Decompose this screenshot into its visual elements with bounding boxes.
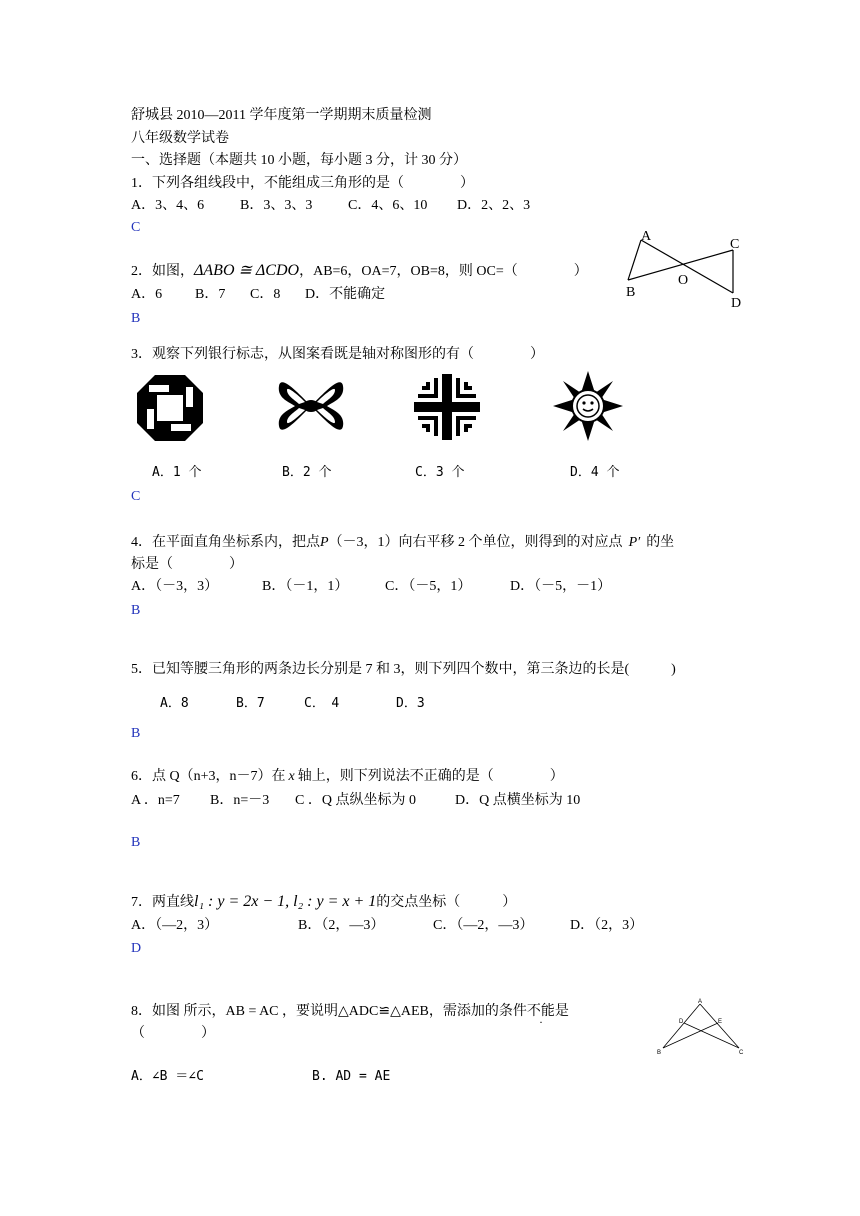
bank-logo-cross-icon	[414, 374, 480, 440]
q3-answer: C	[131, 489, 141, 504]
q4-stem-a: 4．在平面直角坐标系内，把点	[131, 535, 320, 550]
q2-option-a: A．6	[131, 287, 163, 302]
q7-answer: D	[131, 941, 142, 956]
q8-option-a: A．∠B ＝∠C	[131, 1069, 204, 1084]
q5-option-a: A．8	[160, 696, 189, 711]
bank-logo-star-icon	[553, 371, 623, 441]
q2-formula: ΔABO ≅ ΔCDO	[194, 262, 300, 279]
q4-point-p-prime: P′	[628, 535, 641, 550]
q4-answer: B	[131, 603, 141, 618]
q5-option-c: C． 4	[304, 696, 340, 711]
q8-label-b: B	[657, 1050, 662, 1056]
q4-option-d: D．（－5，－1）	[510, 579, 612, 594]
q7-stem	[131, 893, 516, 912]
q8-stem-line2: （ ）	[131, 1026, 215, 1041]
q2-option-c: C．8	[250, 287, 281, 302]
q1-option-b: B．3、3、3	[240, 198, 313, 213]
q8-figure	[655, 998, 745, 1056]
q4-point-p: P	[320, 535, 329, 550]
q7-option-b: B．（2，—3）	[298, 918, 385, 933]
q1-option-a: A．3、4、6	[131, 198, 205, 213]
q3-option-c: C．3 个	[415, 465, 465, 480]
q6-stem-b: 轴上，则下列说法不正确的是（ ）	[297, 769, 564, 784]
q3-stem: 3．观察下列银行标志，从图案看既是轴对称图形的有（ ）	[131, 347, 544, 362]
q1-stem: 1．下列各组线段中，不能组成三角形的是（ ）	[131, 176, 474, 191]
q4-option-c: C．（－5，1）	[385, 579, 472, 594]
q7-stem-post: 的交点坐标（ ）	[376, 895, 517, 910]
q5-answer: B	[131, 726, 141, 741]
q5-stem: 5．已知等腰三角形的两条边长分别是 7 和 3，则下列四个数中，第三条边的长是( )	[131, 662, 676, 677]
q4-option-b: B．（－1，1）	[262, 579, 349, 594]
q6-option-b: B．n=－3	[210, 793, 270, 808]
q6-x: x	[288, 769, 295, 784]
q8-label-d: D	[679, 1019, 684, 1025]
q2-option-d: D．不能确定	[305, 287, 386, 302]
q1-option-d: D．2、2、3	[457, 198, 531, 213]
q2-stem-pre: 2．如图，	[131, 264, 194, 279]
q2-label-a: A	[641, 229, 652, 244]
q8-stem	[131, 1003, 569, 1021]
q4-option-a: A．（－3，3）	[131, 579, 219, 594]
q8-stem-emphasis: 不能	[526, 1004, 555, 1019]
q6-option-c: C ．Q 点纵坐标为 0	[295, 793, 416, 808]
q7-option-c: C．（—2，—3）	[433, 918, 534, 933]
q2-answer: B	[131, 311, 141, 326]
q3-option-d: D．4 个	[570, 465, 620, 480]
q8-stem-a: 8．如图 所示，AB = AC ，要说明△ADC≌△AEB，需添加的条件	[131, 1004, 527, 1019]
q2-stem-post: ，AB=6，OA=7，OB=8，则 OC=（ ）	[299, 264, 588, 279]
q4-stem-line2: 标是（ ）	[131, 557, 243, 572]
q2-stem	[131, 262, 588, 281]
bank-logo-knot-icon	[275, 372, 347, 440]
q7-option-a: A．（—2，3）	[131, 918, 219, 933]
q4-stem-b: （－3，1）向右平移 2 个单位，则得到的对应点	[328, 535, 623, 550]
q2-option-b: B．7	[195, 287, 226, 302]
q8-stem-c: 是	[554, 1004, 569, 1019]
q8-label-a: A	[698, 999, 703, 1005]
exam-title: 舒城县 2010—2011 学年度第一学期期末质量检测	[131, 108, 432, 123]
q2-figure-line-ab	[628, 240, 641, 280]
q6-stem	[131, 768, 564, 786]
exam-subtitle: 八年级数学试卷	[131, 131, 229, 146]
q8-label-c: C	[739, 1050, 744, 1056]
q6-option-a: A ．n=7	[131, 793, 180, 808]
q3-option-a: A．1 个	[152, 465, 202, 480]
q5-option-b: B．7	[236, 696, 265, 711]
q6-option-d: D．Q 点横坐标为 10	[455, 793, 581, 808]
q8-label-e: E	[718, 1019, 723, 1025]
q2-label-c: C	[730, 237, 740, 252]
q1-option-c: C．4、6、10	[348, 198, 428, 213]
q7-formula: l₁ : y = 2x − 1, l₂ : y = x + 1	[194, 893, 377, 910]
q4-stem-c: 的坐	[646, 535, 675, 550]
bank-logo-square-icon	[137, 375, 203, 441]
q6-answer: B	[131, 835, 141, 850]
q8-option-b: B. AD = AE	[312, 1069, 391, 1084]
q7-option-d: D．（2，3）	[570, 918, 644, 933]
q2-figure	[620, 228, 750, 311]
q2-label-d: D	[731, 296, 742, 311]
q3-option-b: B．2 个	[282, 465, 332, 480]
q6-stem-a: 6．点 Q（n+3，n－7）在	[131, 769, 286, 784]
section-heading: 一、选择题（本题共 10 小题，每小题 3 分，计 30 分）	[131, 153, 467, 168]
q5-option-d: D．3	[396, 696, 425, 711]
q1-answer: C	[131, 220, 141, 235]
q4-stem	[131, 534, 674, 552]
q2-label-b: B	[626, 285, 636, 300]
q7-stem-pre: 7．两直线	[131, 895, 194, 910]
q2-label-o: O	[678, 273, 689, 288]
